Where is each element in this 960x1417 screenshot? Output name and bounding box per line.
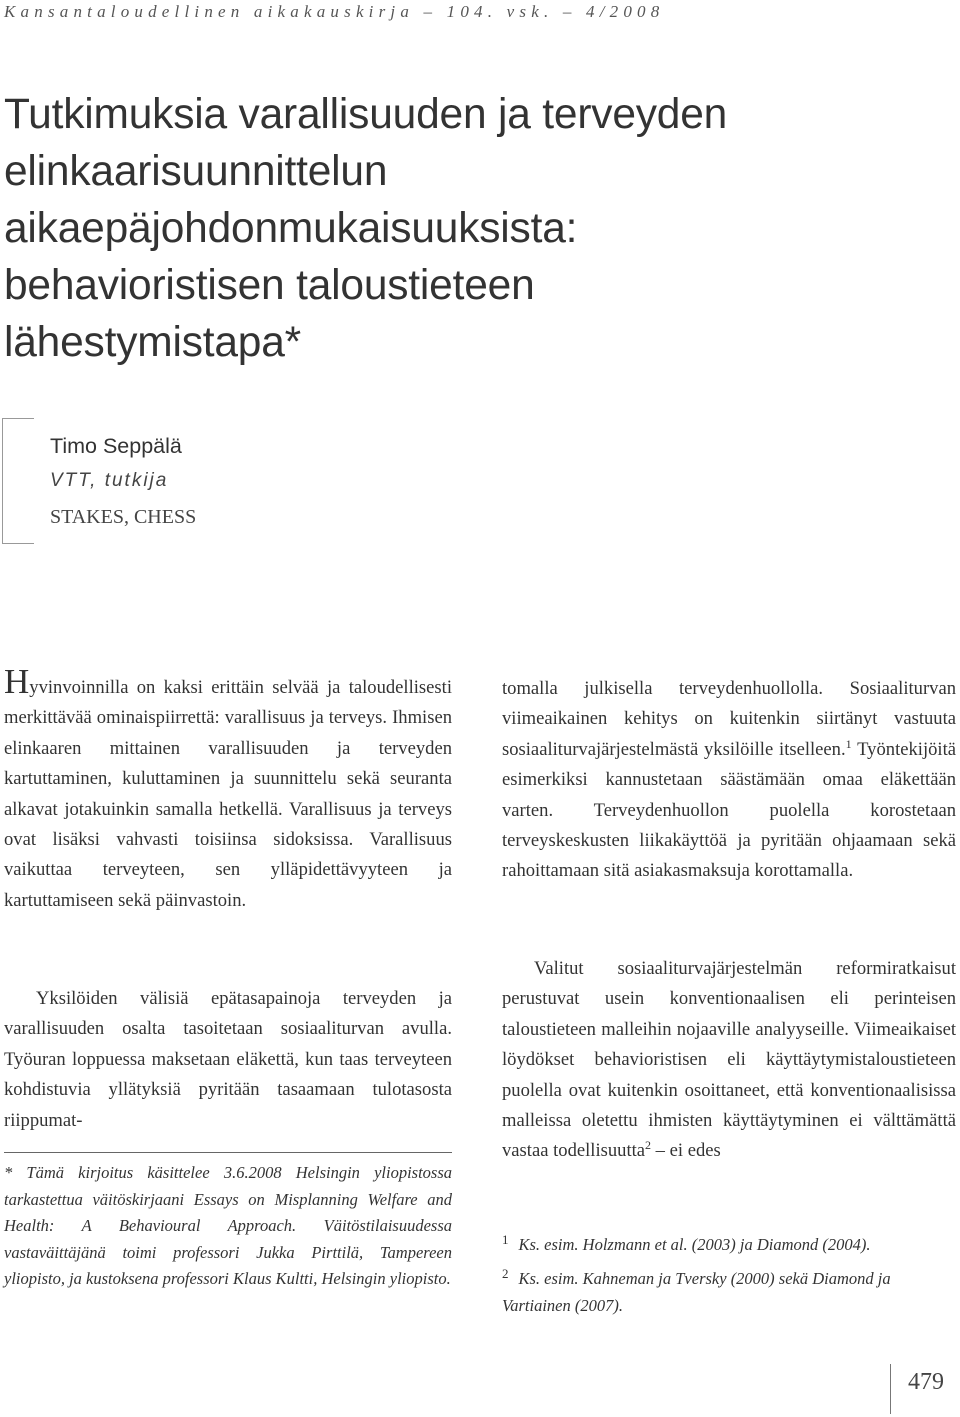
- paragraph-text: yvinvoinnilla on kaksi erittäin selvää ja taloudellisesti merkittävää ominaispiirrettä: varallisuus ja terveys. Ihmisen elinkaaren mittainen varallisuuden ja terveyden kartuttaminen, kuluttaminen ja suunnittelu sekä seuranta alkavat jotakuinkin samalla hetkellä. Varallisuus ja terveys ovat lisäksi vahvasti toisiinsa sidoksissa. Varallisuus vaikuttaa terveyteen, sen ylläpidettävyyteen ja kartuttamiseen sekä päinvastoin.: [4, 677, 452, 911]
- article-title: Tutkimuksia varallisuuden ja terveyden elinkaarisuunnittelun aikaepäjohdonmukaisuuksista: behavioristisen taloustieteen lähestymistapa*: [4, 91, 728, 366]
- paragraph-text: tomalla julkisella terveydenhuollolla. Sosiaaliturvan viimeaikainen kehitys on kuitenkin siirtänyt vastuuta sosiaaliturvajärjestelmästä yksilöille itselleen.: [502, 678, 956, 760]
- footnote-rule: [4, 1152, 452, 1153]
- body-paragraph-1: [4, 662, 452, 916]
- page-number: 479: [908, 1369, 944, 1395]
- author-name: Timo Seppälä: [50, 434, 182, 458]
- footnote-ref: 1: [845, 736, 852, 751]
- running-head: Kansantaloudellinen aikakauskirja – 104. vsk. – 4/2008: [4, 2, 665, 21]
- footnote-text: Ks. esim. Kahneman ja Tversky (2000) sekä Diamond ja Vartiainen (2007).: [502, 1269, 891, 1315]
- body-paragraph-2: Yksilöiden välisiä epätasapainoja terveyden ja varallisuuden osalta tasoitetaan sosiaaliturvan avulla. Työuran loppuessa maksetaan eläkettä, kun taas terveyteen kohdistuvia yllätyksiä pyritään tasaamaan tulotasosta riippumat-: [4, 988, 452, 1131]
- footnote-number: 1: [502, 1231, 509, 1247]
- paragraph-text: Työntekijöitä esimerkiksi kannustetaan säästämään omaa eläkettään varten. Terveydenhuollon puolella korostetaan terveyskeskusten liikakäyttöä ja pyritään ohjaamaan sekä rahoittamaan sitä asiakasmaksuja korottamalla.: [502, 738, 956, 882]
- author-role: VTT, tutkija: [50, 470, 169, 491]
- paragraph-text: – ei edes: [651, 1140, 721, 1162]
- body-paragraph-4: [502, 954, 956, 1167]
- footnote-1: [502, 1232, 956, 1259]
- body-paragraph-3: [502, 674, 956, 887]
- author-block: [50, 433, 196, 530]
- page-number-divider: [890, 1364, 891, 1414]
- title-footnote: * Tämä kirjoitus käsittelee 3.6.2008 Helsingin yliopistossa tarkastettua väitöskirjaani Essays on Misplanning Welfare and Health: A Behavioural Approach. Väitöstilaisuudessa vastaväittäjänä toimi professori Jukka Pirttilä, Tampereen yliopisto, ja kustoksena professori Klaus Kultti, Helsingin yliopisto.: [4, 1163, 452, 1288]
- author-affiliation: STAKES, CHESS: [50, 506, 197, 528]
- footnote-text: Ks. esim. Holzmann et al. (2003) ja Diamond (2004).: [518, 1235, 871, 1254]
- footnote-number: 2: [502, 1265, 509, 1281]
- footnote-ref: 2: [645, 1138, 652, 1153]
- drop-cap: H: [4, 662, 30, 701]
- paragraph-text: Valitut sosiaaliturvajärjestelmän reformiratkaisut perustuvat usein konventionaalisen eli perinteisen taloustieteen malleihin nojaaville analyyseille. Viimeaikaiset löydökset behavioristisen eli käyttäytymistaloustieteen puolella ovat kuitenkin osoittaneet, että konventionaalisissa malleissa oletettu ihmisten käyttäytyminen ei välttämättä vastaa todellisuutta: [502, 958, 956, 1162]
- author-bracket: [2, 418, 34, 544]
- footnote-2: [502, 1266, 956, 1319]
